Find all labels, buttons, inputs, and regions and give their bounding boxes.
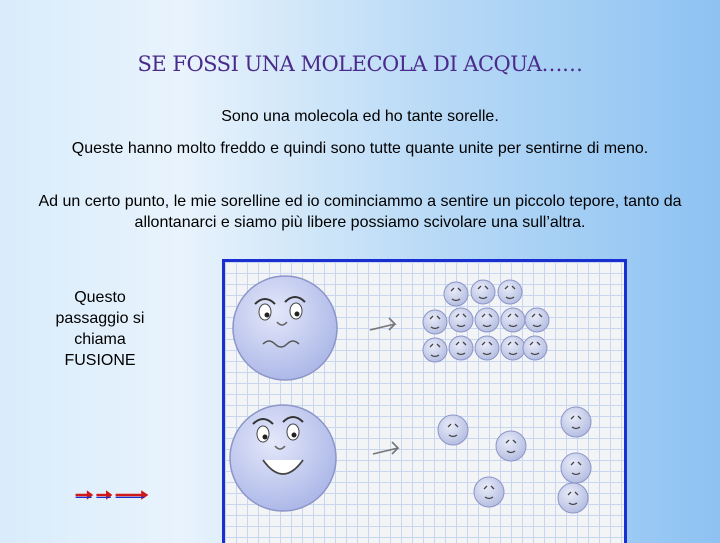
big-molecule-happy — [230, 405, 336, 511]
scattered-molecules — [438, 407, 591, 513]
side-caption: Questo passaggio si chiama FUSIONE — [55, 289, 145, 369]
small-molecule — [475, 308, 499, 332]
small-molecule — [496, 431, 526, 461]
small-molecule — [438, 415, 468, 445]
small-molecule — [501, 336, 525, 360]
navigation-buttons — [64, 487, 164, 503]
small-molecule — [561, 407, 591, 437]
small-molecule — [561, 453, 591, 483]
molecule-illustration — [222, 259, 627, 543]
small-molecule — [423, 310, 447, 334]
small-molecule — [501, 308, 525, 332]
small-molecule — [525, 308, 549, 332]
small-molecule — [523, 336, 547, 360]
small-molecule — [498, 280, 522, 304]
back-arrow-icon[interactable] — [76, 490, 94, 500]
forward-arrow-icon[interactable] — [96, 490, 112, 500]
small-molecule — [449, 336, 473, 360]
big-molecule-sad — [233, 276, 337, 380]
small-molecule — [475, 336, 499, 360]
small-molecule — [423, 338, 447, 362]
next-arrow-icon[interactable] — [116, 490, 149, 500]
paragraph-3: Ad un certo punto, le mie sorelline ed io cominciammo a sentire un piccolo tepore, tanto da allontanarci e siamo più libere possiamo scivolare una sull’altra. — [38, 193, 682, 231]
molecule-drawing — [225, 262, 624, 543]
small-molecule — [444, 282, 468, 306]
paragraph-2: Queste hanno molto freddo e quindi sono tutte quante unite per sentirne di meno. — [71, 140, 649, 157]
small-molecule — [471, 280, 495, 304]
paragraph-1: Sono una molecola ed ho tante sorelle. — [221, 108, 499, 125]
small-molecule — [558, 483, 588, 513]
small-molecule — [449, 308, 473, 332]
slide-title: SE FOSSI UNA MOLECOLA DI ACQUA…… — [137, 52, 583, 76]
molecule-cluster — [423, 280, 549, 362]
small-molecule — [474, 477, 504, 507]
